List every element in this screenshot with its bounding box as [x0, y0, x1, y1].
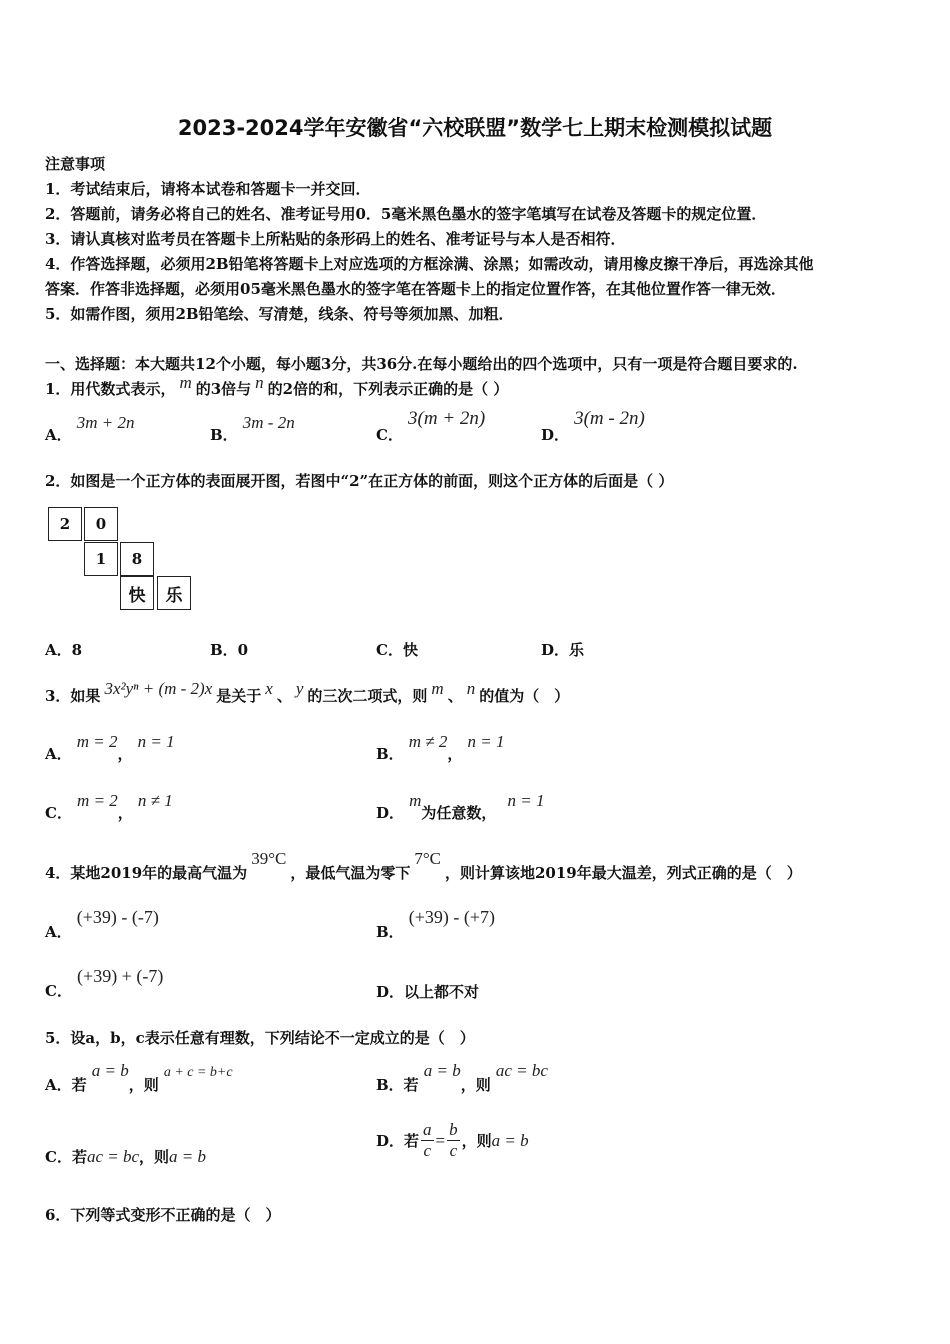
q1-option-a[interactable]: A． 3m + 2n	[45, 413, 135, 444]
q1-option-c[interactable]: C． 3(m + 2n)	[376, 408, 486, 444]
q5-option-b[interactable]: B．若 a = b，则 ac = bc	[376, 1061, 548, 1094]
page-title: 2023-2024学年安徽省“六校联盟”数学七上期末检测模拟试题	[177, 116, 773, 140]
fraction-a-over-c: $\frac{a}{c}$	[423, 1120, 432, 1160]
question-4: 4．某地2019年的最高气温为39°C，最低气温为零下7°C，则计算该地2019年最大温差，列式正确的是（ ）	[45, 849, 802, 882]
q2-option-d[interactable]: D．乐	[541, 641, 585, 659]
section-heading: 一、选择题：本大题共12个小题，每小题3分，共36分.在每小题给出的四个选项中，只有一项是符合题目要求的.	[45, 355, 798, 373]
net-cell: 快	[120, 576, 154, 610]
question-5: 5．设a，b，c表示任意有理数，下列结论不一定成立的是（ ）	[45, 1029, 475, 1047]
q4-option-a[interactable]: A． (+39) - (-7)	[45, 907, 159, 941]
q5-option-a[interactable]: A．若 a = b，则 a + c = b+c	[45, 1061, 233, 1094]
net-cell: 8	[120, 542, 154, 576]
net-cell: 0	[84, 507, 118, 541]
question-3: 3．如果 3x²yⁿ + (m - 2)x 是关于 x 、 y 的三次二项式，则 m 、 n 的值为（ ）	[45, 679, 570, 705]
note-line: 答案．作答非选择题，必须用05毫米黑色墨水的签字笔在答题卡上的指定位置作答，在其他位置作答一律无效．	[45, 280, 786, 298]
fraction-b-over-c: $\frac{b}{c}$	[449, 1120, 458, 1160]
note-line: 1．考试结束后，请将本试卷和答题卡一并交回．	[45, 180, 371, 198]
q3-option-a[interactable]: A． m = 2， n = 1	[45, 732, 175, 763]
q1-option-d[interactable]: D． 3(m - 2n)	[541, 408, 645, 444]
q1-option-b[interactable]: B． 3m - 2n	[210, 413, 295, 444]
note-line: 5．如需作图，须用2B铅笔绘、写清楚，线条、符号等须加黑、加粗．	[45, 305, 514, 323]
net-cell: 2	[48, 507, 82, 541]
note-line: 4．作答选择题，必须用2B铅笔将答题卡上对应选项的方框涂满、涂黑；如需改动，请用橡皮擦干净后，再选涂其他	[45, 255, 814, 273]
q2-option-b[interactable]: B．0	[210, 641, 249, 659]
q2-option-c[interactable]: C．快	[376, 641, 418, 659]
note-line: 2．答题前，请务必将自己的姓名、准考证号用0．5毫米黑色墨水的签字笔填写在试卷及答题卡的规定位置．	[45, 205, 767, 223]
net-cell: 乐	[157, 576, 191, 610]
question-2: 2．如图是一个正方体的表面展开图，若图中“2”在正方体的前面，则这个正方体的后面是（ ）	[45, 472, 674, 490]
q2-option-a[interactable]: A．8	[45, 641, 83, 659]
q3-option-b[interactable]: B． m ≠ 2， n = 1	[376, 732, 505, 763]
q4-option-b[interactable]: B． (+39) - (+7)	[376, 907, 496, 941]
q4-option-c[interactable]: C． (+39) + (-7)	[45, 966, 164, 1000]
note-line: 3．请认真核对监考员在答题卡上所粘贴的条形码上的姓名、准考证号与本人是否相符．	[45, 230, 626, 248]
q4-option-d[interactable]: D．以上都不对	[376, 983, 480, 1001]
question-6: 6．下列等式变形不正确的是（ ）	[45, 1206, 281, 1224]
q5-option-c[interactable]: C．若ac = bc，则a = b	[45, 1147, 207, 1166]
q5-option-d[interactable]: D．若 $\frac{a}{c}$ = $\frac{b}{c}$ ，则 a = b	[376, 1120, 529, 1160]
notes-heading: 注意事项	[45, 155, 106, 173]
q3-option-c[interactable]: C． m = 2， n ≠ 1	[45, 791, 173, 822]
q3-option-d[interactable]: D． m为任意数， n = 1	[376, 791, 545, 822]
question-1: 1．用代数式表示， m 的3倍与 n 的2倍的和，下列表示正确的是（ ）	[45, 373, 509, 398]
net-cell: 1	[84, 542, 118, 576]
